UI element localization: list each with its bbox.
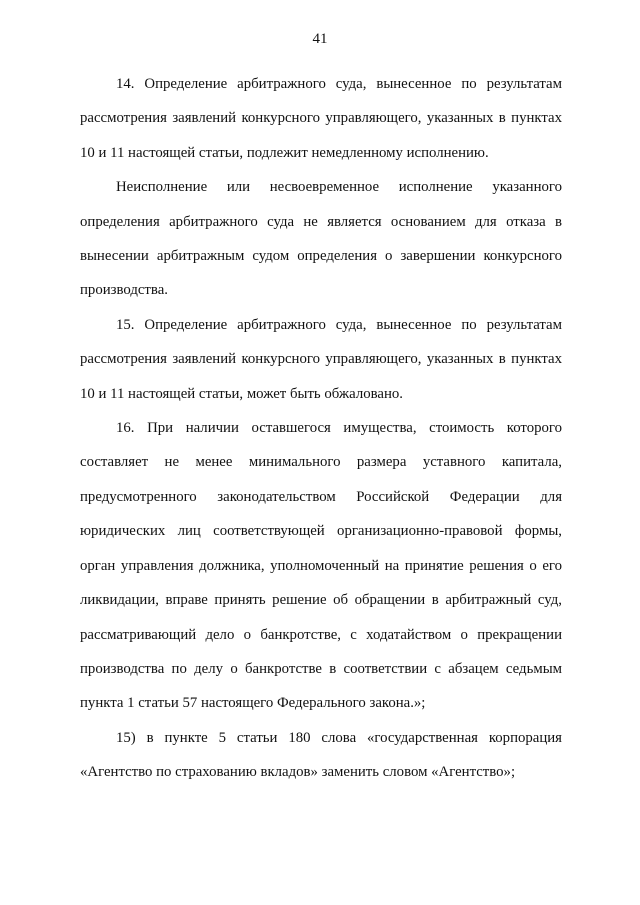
paragraph-14 bbox=[80, 67, 562, 170]
text-line: вынесении арбитражным судом определения о завершении конкурсного bbox=[80, 248, 562, 265]
text-line: составляет не менее минимального размера уставного капитала, bbox=[80, 454, 562, 471]
text-line: 14. Определение арбитражного суда, вынесенное по результатам bbox=[116, 76, 562, 92]
text-line: производства. bbox=[80, 282, 168, 299]
text-line: рассмотрения заявлений конкурсного управляющего, указанных в пунктах bbox=[80, 110, 562, 127]
text-line: пункта 1 статьи 57 настоящего Федерального закона.»; bbox=[80, 695, 426, 712]
text-line: Неисполнение или несвоевременное исполнение указанного bbox=[116, 179, 562, 196]
amendment-item-15 bbox=[80, 721, 562, 790]
paragraph-15 bbox=[80, 308, 562, 411]
paragraph-14-continued bbox=[80, 170, 562, 308]
text-line: определения арбитражного суда не является основанием для отказа в bbox=[80, 213, 562, 230]
text-line: юридических лиц соответствующей организационно-правовой формы, bbox=[80, 523, 562, 540]
text-line: «Агентство по страхованию вкладов» заменить словом «Агентство»; bbox=[80, 764, 516, 781]
text-line: 16. При наличии оставшегося имущества, стоимость которого bbox=[116, 420, 562, 437]
text-line: 10 и 11 настоящей статьи, может быть обжаловано. bbox=[80, 385, 403, 402]
text-line: рассматривающий дело о банкротстве, с ходатайством о прекращении bbox=[80, 626, 562, 643]
text-line: орган управления должника, уполномоченный на принятие решения о его bbox=[80, 557, 562, 574]
paragraph-16 bbox=[80, 411, 562, 721]
text-line: производства по делу о банкротстве в соответствии с абзацем седьмым bbox=[80, 660, 562, 677]
text-line: 10 и 11 настоящей статьи, подлежит немедленному исполнению. bbox=[80, 144, 489, 161]
text-line: ликвидации, вправе принять решение об обращении в арбитражный суд, bbox=[80, 592, 562, 609]
text-line: 15) в пункте 5 статьи 180 слова «государственная корпорация bbox=[116, 729, 562, 746]
document-body bbox=[80, 67, 562, 790]
text-line: рассмотрения заявлений конкурсного управляющего, указанных в пунктах bbox=[80, 351, 562, 368]
text-line: 15. Определение арбитражного суда, вынесенное по результатам bbox=[116, 316, 562, 333]
page-number: 41 bbox=[312, 31, 328, 47]
text-line: предусмотренного законодательством Российской Федерации для bbox=[80, 488, 562, 505]
